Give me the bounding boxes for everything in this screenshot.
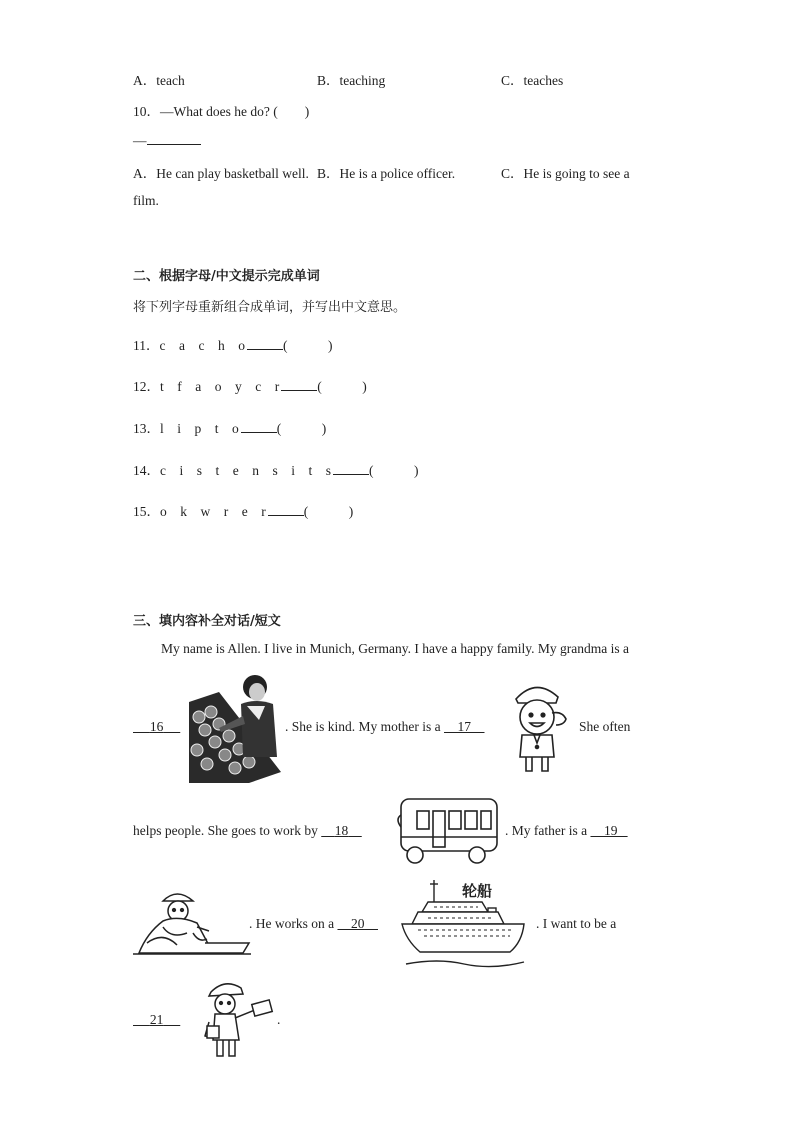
q11-number: 11． bbox=[133, 338, 160, 353]
blank-21 bbox=[133, 1012, 180, 1028]
q11-letters: c a c h o bbox=[159, 338, 245, 353]
q10-answer-line bbox=[133, 132, 201, 149]
q11-item bbox=[133, 334, 332, 354]
q9-option-a: A．teach bbox=[133, 73, 185, 88]
q14-letters: c i s t e n s i t s bbox=[160, 463, 331, 478]
text-16-after: . She is kind. My mother is a 17 bbox=[285, 719, 485, 735]
q10-option-c-cont: film. bbox=[133, 193, 159, 208]
text-20-before: . He works on a 20 bbox=[249, 916, 378, 932]
fisherman-picture bbox=[133, 887, 251, 959]
postman-picture bbox=[203, 978, 275, 1060]
blank-21-label: 21 bbox=[149, 1012, 164, 1027]
q9-option-c: C．teaches bbox=[501, 73, 564, 88]
q12-number: 12． bbox=[133, 379, 160, 394]
q10-answer-prefix: — bbox=[133, 133, 147, 148]
section2-title: 二、根据字母/中文提示完成单词 bbox=[133, 269, 320, 284]
passage-line1: My name is Allen. I live in Munich, Germany. I have a happy family. My grandma is a bbox=[161, 641, 630, 656]
q14-blank bbox=[333, 462, 369, 475]
blank-20: 20 bbox=[350, 916, 365, 931]
ship-picture bbox=[398, 878, 530, 970]
q15-item bbox=[133, 500, 353, 520]
q11-blank bbox=[247, 337, 283, 350]
q13-number: 13． bbox=[133, 421, 160, 436]
q10-question: 10．—What does he do? ( ) bbox=[133, 104, 310, 119]
q15-letters: o k w r e r bbox=[160, 504, 266, 519]
text-21-after: . bbox=[277, 1012, 281, 1027]
blank-16-label: 16 bbox=[149, 719, 164, 734]
q14-item bbox=[133, 459, 419, 479]
q13-item bbox=[133, 417, 326, 437]
q15-paren: ( ) bbox=[303, 504, 354, 519]
text-18-after: . My father is a 19 bbox=[505, 823, 628, 839]
q14-number: 14． bbox=[133, 463, 160, 478]
q15-blank bbox=[268, 503, 304, 516]
q13-blank bbox=[241, 420, 277, 433]
q12-blank bbox=[281, 378, 317, 391]
text-18-before: helps people. She goes to work by 18 bbox=[133, 823, 362, 839]
q10-blank bbox=[147, 132, 201, 145]
nurse-picture bbox=[506, 677, 572, 775]
bus-picture bbox=[393, 795, 501, 867]
q10-option-c: C．He is going to see a bbox=[501, 166, 630, 181]
q13-letters: l i p t o bbox=[160, 421, 239, 436]
blank-16 bbox=[133, 719, 180, 735]
q10-option-a: A．He can play basketball well. bbox=[133, 166, 309, 181]
q12-letters: t f a o y c r bbox=[160, 379, 280, 394]
section3-title: 三、填内容补全对话/短文 bbox=[133, 614, 281, 629]
q12-item bbox=[133, 375, 367, 395]
blank-19: 19 bbox=[603, 823, 618, 838]
q10-option-b: B．He is a police officer. bbox=[317, 166, 456, 181]
blank-18: 18 bbox=[334, 823, 349, 838]
q12-paren: ( ) bbox=[317, 379, 367, 394]
section2-instruction: 将下列字母重新组合成单词，并写出中文意思。 bbox=[133, 300, 407, 315]
blank-17: 17 bbox=[457, 719, 471, 734]
q15-number: 15． bbox=[133, 504, 160, 519]
text-17-after: She often bbox=[579, 719, 631, 734]
cashier-picture bbox=[189, 672, 281, 783]
ship-label: 轮船 bbox=[462, 882, 493, 900]
q9-option-b: B．teaching bbox=[317, 73, 386, 88]
q14-paren: ( ) bbox=[369, 463, 419, 478]
q13-paren: ( ) bbox=[276, 421, 327, 436]
q11-paren: ( ) bbox=[282, 338, 333, 353]
text-20-after: . I want to be a bbox=[536, 916, 617, 931]
